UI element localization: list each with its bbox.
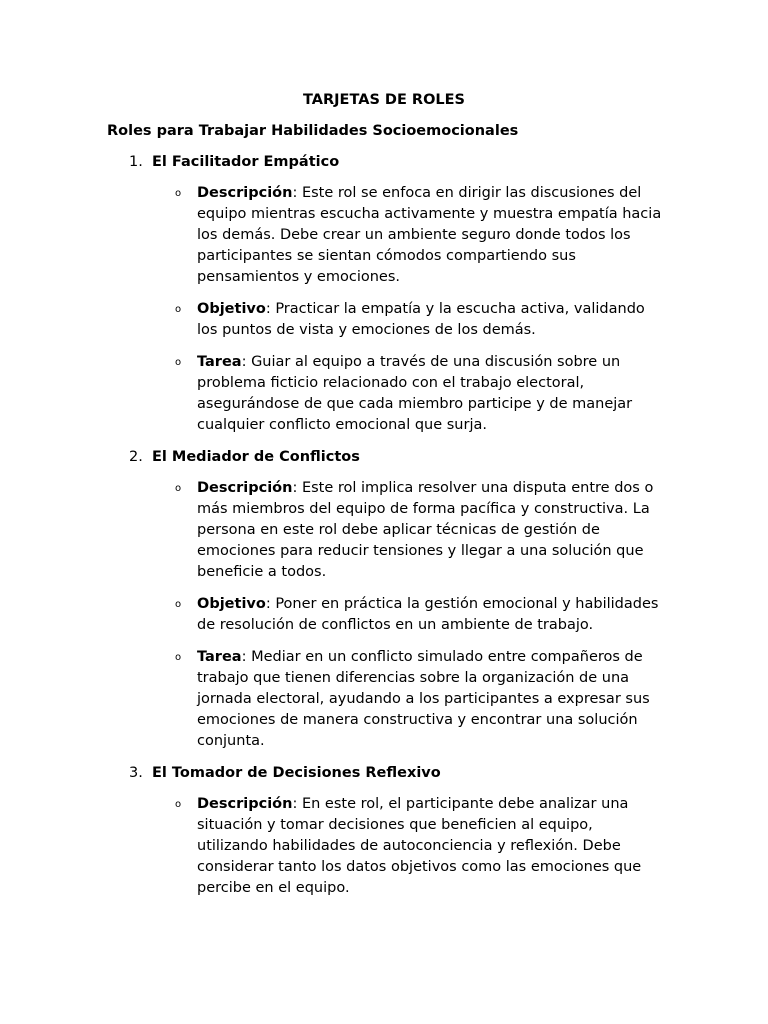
role-name: El Mediador de Conflictos xyxy=(152,449,360,465)
bullet-icon: o xyxy=(175,599,182,610)
bullet-icon: o xyxy=(175,483,182,494)
role-field-objetivo xyxy=(175,299,672,341)
field-text: : Practicar la empatía y la escucha activa, validando los puntos de vista y emociones de los demás. xyxy=(197,301,645,338)
field-text: : Guiar al equipo a través de una discusión sobre un problema ficticio relacionado con el trabajo electoral, asegurándose de que cada miembro participe y de manejar cualquier conflicto emocional que surja. xyxy=(197,354,633,433)
role-heading xyxy=(107,447,672,467)
field-text: : En este rol, el participante debe analizar una situación y tomar decisiones que beneficien al equipo, utilizando habilidades de autoconciencia y reflexión. Debe considerar tanto los datos objetivos como las emociones que percibe en el equipo. xyxy=(197,796,642,896)
role-field-tarea xyxy=(175,352,672,436)
role-name: El Tomador de Decisiones Reflexivo xyxy=(152,765,441,781)
bullet-icon: o xyxy=(175,357,182,368)
bullet-icon: o xyxy=(175,799,182,810)
role-field-objetivo xyxy=(175,594,672,636)
role-number: 2. xyxy=(129,449,143,465)
field-label: Tarea xyxy=(197,649,242,665)
role-item xyxy=(107,763,672,899)
roles-list xyxy=(107,152,672,899)
document-title: TARJETAS DE ROLES xyxy=(303,92,465,108)
role-item xyxy=(107,152,672,436)
document-subtitle: Roles para Trabajar Habilidades Socioemocionales xyxy=(107,123,519,139)
role-field-descripcion xyxy=(175,478,672,583)
field-label: Tarea xyxy=(197,354,242,370)
field-label: Descripción xyxy=(197,480,293,496)
role-heading xyxy=(107,763,672,783)
role-fields xyxy=(107,478,672,752)
field-label: Objetivo xyxy=(197,596,266,612)
role-fields xyxy=(107,794,672,899)
field-text: : Este rol implica resolver una disputa entre dos o más miembros del equipo de forma pacífica y constructiva. La persona en este rol debe aplicar técnicas de gestión de emociones para reducir tensiones y llegar a una solución que beneficie a todos. xyxy=(197,480,654,580)
role-field-descripcion xyxy=(175,794,672,899)
field-label: Objetivo xyxy=(197,301,266,317)
role-number: 3. xyxy=(129,765,143,781)
role-name: El Facilitador Empático xyxy=(152,154,340,170)
bullet-icon: o xyxy=(175,652,182,663)
role-number: 1. xyxy=(129,154,143,170)
role-item xyxy=(107,447,672,752)
field-text: : Mediar en un conflicto simulado entre compañeros de trabajo que tienen diferencias sobre la organización de una jornada electoral, ayudando a los participantes a expresar sus emociones de manera constructiva y encontrar una solución conjunta. xyxy=(197,649,650,749)
role-heading xyxy=(107,152,672,172)
role-field-tarea xyxy=(175,647,672,752)
role-fields xyxy=(107,183,672,436)
bullet-icon: o xyxy=(175,304,182,315)
field-label: Descripción xyxy=(197,185,293,201)
bullet-icon: o xyxy=(175,188,182,199)
field-label: Descripción xyxy=(197,796,293,812)
field-text: : Poner en práctica la gestión emocional y habilidades de resolución de conflictos en un ambiente de trabajo. xyxy=(197,596,659,633)
field-text: : Este rol se enfoca en dirigir las discusiones del equipo mientras escucha activamente y muestra empatía hacia los demás. Debe crear un ambiente seguro donde todos los participantes se sientan cómodos compartiendo sus pensamientos y emociones. xyxy=(197,185,662,285)
role-field-descripcion xyxy=(175,183,672,288)
